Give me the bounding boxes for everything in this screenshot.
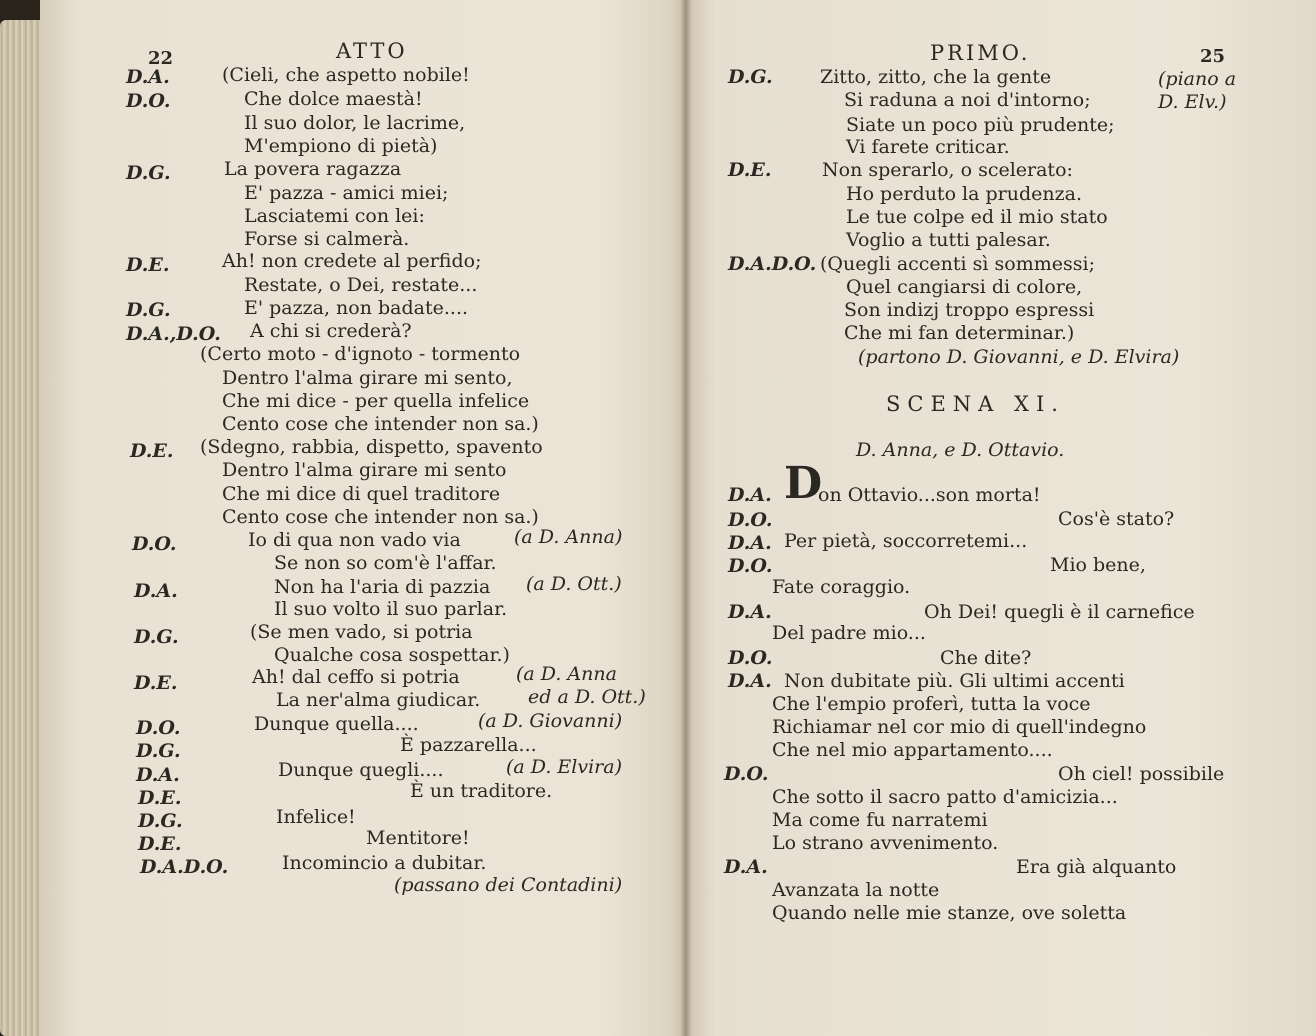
verse-line: E' pazza, non badate.... bbox=[244, 297, 469, 319]
speaker-label: D.E. bbox=[130, 440, 174, 462]
verse-line: Che sotto il sacro patto d'amicizia... bbox=[772, 786, 1118, 808]
verse-line: Ah! non credete al perfido; bbox=[222, 250, 482, 272]
scene-title: SCENA XI. bbox=[886, 392, 1065, 416]
verse-line: Del padre mio... bbox=[772, 622, 926, 644]
left-page bbox=[40, 0, 686, 1036]
speaker-label: D.G. bbox=[728, 66, 773, 88]
verse-line: Le tue colpe ed il mio stato bbox=[846, 206, 1108, 228]
speaker-label: D.A. bbox=[126, 66, 170, 88]
verse-line: (Quegli accenti sì sommessi; bbox=[820, 253, 1095, 275]
verse-line: (Sdegno, rabbia, dispetto, spavento bbox=[200, 436, 543, 458]
speaker-label: D.O. bbox=[126, 90, 171, 112]
verse-line: Si raduna a noi d'intorno; bbox=[844, 89, 1091, 111]
scene-characters: D. Anna, e D. Ottavio. bbox=[856, 439, 1065, 461]
speaker-label: D.E. bbox=[126, 254, 170, 276]
right-page bbox=[686, 0, 1316, 1036]
speaker-label: D.A. bbox=[134, 580, 178, 602]
verse-line: Incomincio a dubitar. bbox=[282, 852, 487, 874]
page-number: 22 bbox=[148, 48, 174, 69]
speaker-label: D.E. bbox=[134, 672, 178, 694]
speaker-label: D.O. bbox=[136, 717, 181, 739]
speaker-label: D.O. bbox=[724, 763, 769, 785]
stage-direction: ed a D. Ott.) bbox=[528, 686, 646, 708]
speaker-label: D.A. bbox=[136, 764, 180, 786]
verse-line: Son indizj troppo espressi bbox=[844, 299, 1095, 321]
verse-line: Che dolce maestà! bbox=[244, 88, 423, 110]
speaker-label: D.E. bbox=[138, 787, 182, 809]
verse-line: Non sperarlo, o scelerato: bbox=[822, 159, 1073, 181]
speaker-label: D.G. bbox=[138, 810, 183, 832]
verse-line: La ner'alma giudicar. bbox=[276, 689, 481, 711]
verse-line: Dentro l'alma girare mi sento, bbox=[222, 367, 513, 389]
verse-line: Siate un poco più prudente; bbox=[846, 114, 1115, 136]
speaker-label: D.A.,D.O. bbox=[126, 323, 221, 345]
verse-line: Non ha l'aria di pazzia bbox=[274, 576, 491, 598]
verse-line: Il suo dolor, le lacrime, bbox=[244, 112, 466, 134]
verse-line: Lo strano avvenimento. bbox=[772, 832, 999, 854]
verse-line: Dentro l'alma girare mi sento bbox=[222, 459, 507, 481]
verse-line: A chi si crederà? bbox=[250, 320, 412, 342]
verse-line: Era già alquanto bbox=[1016, 856, 1177, 878]
verse-line: Che mi dice - per quella infelice bbox=[222, 390, 530, 412]
verse-line: Che nel mio appartamento.... bbox=[772, 739, 1053, 761]
verse-line: Dunque quegli.... bbox=[278, 759, 444, 781]
verse-line: Restate, o Dei, restate... bbox=[244, 274, 478, 296]
stage-direction: (passano dei Contadini) bbox=[394, 874, 623, 896]
verse-line: Cento cose che intender non sa.) bbox=[222, 506, 539, 528]
verse-line: Cento cose che intender non sa.) bbox=[222, 413, 539, 435]
verse-line: Forse si calmerà. bbox=[244, 228, 410, 250]
verse-line: Che l'empio proferì, tutta la voce bbox=[772, 693, 1091, 715]
verse-line: Oh ciel! possibile bbox=[1058, 763, 1225, 785]
verse-line: Voglio a tutti palesar. bbox=[846, 229, 1051, 251]
verse-line: È pazzarella... bbox=[400, 734, 537, 756]
verse-line: Richiamar nel cor mio di quell'indegno bbox=[772, 716, 1147, 738]
verse-line: Infelice! bbox=[276, 806, 356, 828]
stage-direction: (partono D. Giovanni, e D. Elvira) bbox=[858, 346, 1180, 368]
speaker-label: D.E. bbox=[728, 159, 772, 181]
verse-line: Ho perduto la prudenza. bbox=[846, 183, 1082, 205]
stage-direction: (a D. Giovanni) bbox=[478, 710, 623, 732]
verse-line: Lasciatemi con lei: bbox=[244, 205, 425, 227]
verse-line: La povera ragazza bbox=[224, 158, 402, 180]
speaker-label: D.O. bbox=[728, 555, 773, 577]
verse-line: on Ottavio...son morta! bbox=[818, 484, 1041, 506]
verse-line: Cos'è stato? bbox=[1058, 508, 1175, 530]
speaker-label: D.G. bbox=[136, 740, 181, 762]
running-head: PRIMO. bbox=[930, 41, 1031, 65]
stage-direction: D. Elv.) bbox=[1158, 91, 1227, 113]
verse-line: (Cieli, che aspetto nobile! bbox=[222, 64, 470, 86]
speaker-label: D.A. bbox=[728, 532, 772, 554]
speaker-label: D.A. bbox=[728, 670, 772, 692]
speaker-label: D.O. bbox=[132, 533, 177, 555]
verse-line: Il suo volto il suo parlar. bbox=[274, 598, 508, 620]
verse-line: (Certo moto - d'ignoto - tormento bbox=[200, 343, 521, 365]
verse-line: Che mi fan determinar.) bbox=[844, 322, 1075, 344]
verse-line: Zitto, zitto, che la gente bbox=[820, 66, 1052, 88]
speaker-label: D.A.D.O. bbox=[140, 856, 229, 878]
verse-line: Ah! dal ceffo si potria bbox=[252, 666, 460, 688]
speaker-label: D.A.D.O. bbox=[728, 253, 817, 275]
speaker-label: D.G. bbox=[134, 626, 179, 648]
verse-line: Quando nelle mie stanze, ove soletta bbox=[772, 902, 1127, 924]
stage-direction: (a D. Elvira) bbox=[506, 756, 622, 778]
speaker-label: D.G. bbox=[126, 162, 171, 184]
book-gutter bbox=[680, 0, 692, 1036]
speaker-label: D.A. bbox=[728, 484, 772, 506]
speaker-label: D.O. bbox=[728, 509, 773, 531]
speaker-label: D.O. bbox=[728, 647, 773, 669]
running-head: ATTO bbox=[336, 39, 408, 63]
verse-line: Oh Dei! quegli è il carnefice bbox=[924, 601, 1195, 623]
speaker-label: D.E. bbox=[138, 833, 182, 855]
stage-direction: (a D. Anna bbox=[516, 663, 617, 685]
stage-direction: (a D. Anna) bbox=[514, 526, 623, 548]
verse-line: Io di qua non vado via bbox=[248, 529, 461, 551]
verse-line: Se non so com'è l'affar. bbox=[274, 552, 497, 574]
speaker-label: D.A. bbox=[724, 856, 768, 878]
stage-direction: (piano a bbox=[1158, 68, 1237, 90]
verse-line: Che mi dice di quel traditore bbox=[222, 483, 501, 505]
verse-line: Mio bene, bbox=[1050, 554, 1146, 576]
verse-line: Per pietà, soccorretemi... bbox=[784, 530, 1028, 552]
verse-line: Che dite? bbox=[940, 647, 1032, 669]
verse-line: Mentitore! bbox=[366, 827, 470, 849]
verse-line: Non dubitate più. Gli ultimi accenti bbox=[784, 670, 1125, 692]
drop-cap: D bbox=[784, 458, 823, 509]
verse-line: È un traditore. bbox=[410, 780, 553, 802]
verse-line: Vi farete criticar. bbox=[846, 136, 1010, 158]
verse-line: Avanzata la notte bbox=[772, 879, 940, 901]
verse-line: E' pazza - amici miei; bbox=[244, 182, 449, 204]
verse-line: (Se men vado, si potria bbox=[250, 621, 473, 643]
verse-line: Fate coraggio. bbox=[772, 576, 911, 598]
verse-line: M'empiono di pietà) bbox=[244, 135, 438, 157]
speaker-label: D.A. bbox=[728, 601, 772, 623]
verse-line: Ma come fu narratemi bbox=[772, 809, 988, 831]
verse-line: Quel cangiarsi di colore, bbox=[846, 276, 1083, 298]
stage-direction: (a D. Ott.) bbox=[526, 573, 622, 595]
verse-line: Dunque quella.... bbox=[254, 713, 419, 735]
speaker-label: D.G. bbox=[126, 299, 171, 321]
verse-line: Qualche cosa sospettar.) bbox=[274, 644, 510, 666]
page-number: 25 bbox=[1200, 46, 1226, 67]
